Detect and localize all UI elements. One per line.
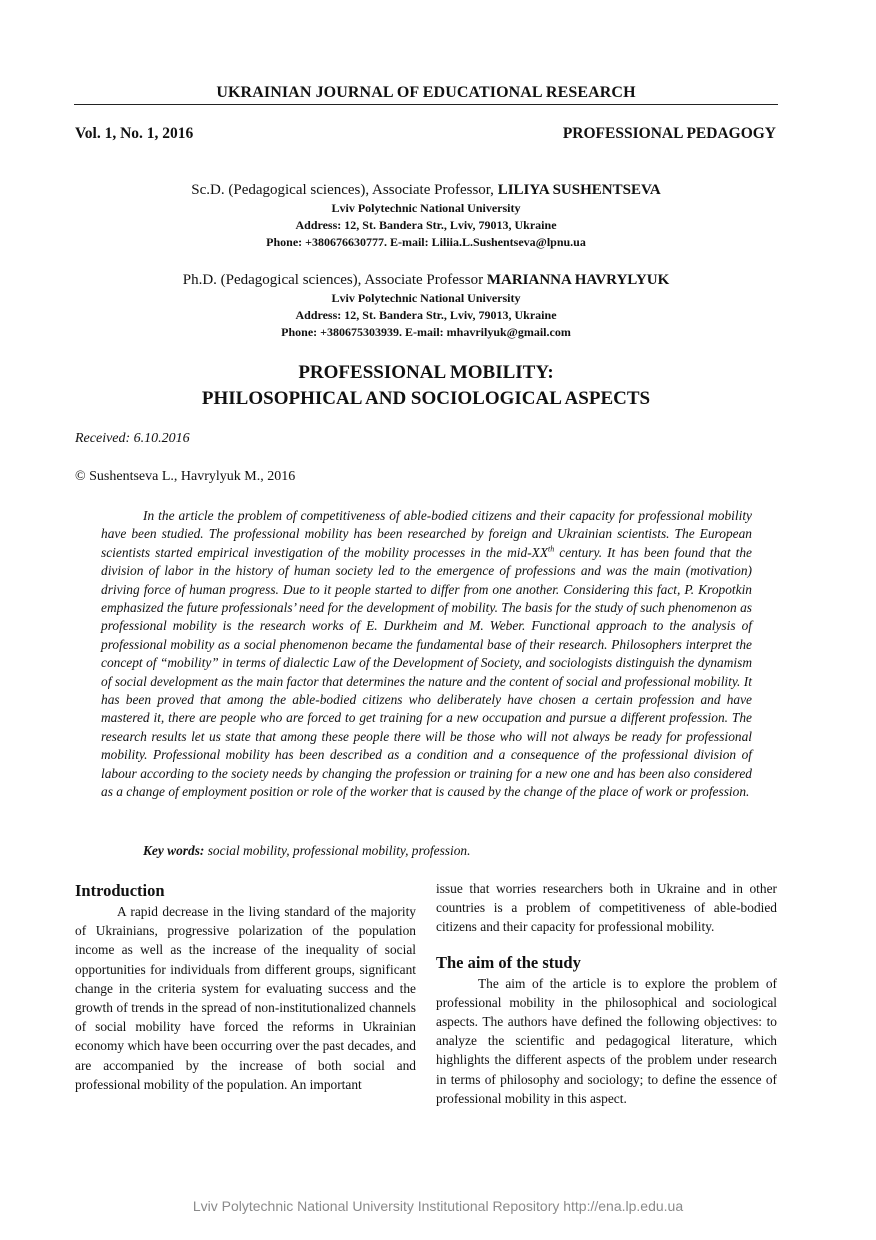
author-university: Lviv Polytechnic National University <box>331 201 521 215</box>
right-column <box>436 879 777 1108</box>
author-address: Address: 12, St. Bandera Str., Lviv, 79013, Ukraine <box>295 218 557 232</box>
abstract-text-part2: century. It has been found that the division of labor in the history of human society led to the emergence of professions and was the main (motivation) driving force of human progress. Due to it people started to differ from one another. Considering this fact, P. Kropotkin emphasized the future professionals’ need for the development of mobility. The basis for the study of such phenomenon as professional mobility is the research works of E. Durkheim and M. Weber. Functional approach to the analysis of professional mobility as a social phenomenon became the fundamental base of their research. Philosophers interpret the concept of “mobility” in terms of dialectic Law of the Development of Society, and sociologists distinguish the dynamism of social development as the main factor that determines the nature and the content of social and professional mobility. It has been proved that among the able-bodied citizens who deliberately have chosen a certain profession and have mastered it, there are people who are forced to get training for a new occupation and pursue a different profession. The research results let us state that among these people there will be those who will not always be ready for professional mobility. Professional mobility has been described as a condition and a consequence of the professional division of labour according to the society needs by changing the profession or training for a new one and has been also considered as a change of employment position or role of the worker that is caused by the change of the place of work or profession. <box>101 544 752 800</box>
journal-title: UKRAINIAN JOURNAL OF EDUCATIONAL RESEARCH <box>216 84 636 101</box>
keywords-label: Key words: <box>143 843 205 858</box>
aim-heading: The aim of the study <box>436 952 581 972</box>
header-rule <box>74 104 778 105</box>
author-block-1 <box>74 180 778 251</box>
volume-info: Vol. 1, No. 1, 2016 <box>75 125 194 142</box>
abstract-text-part1: In the article the problem of competitiveness of able-bodied citizens and their capacity for professional mobility have been studied. The professional mobility has been researched by foreign and Ukrainian scientists. The European scientists started empirical investigation of the mobility processes in the mid-XX <box>101 508 752 560</box>
abstract-superscript: th <box>548 544 555 554</box>
abstract <box>101 507 752 802</box>
intro-paragraph: A rapid decrease in the living standard of the majority of Ukrainians, progressive polarization of the population income as well as the increase of the inequality of social opportunities for individuals from different groups, significant change in the criteria system for evaluating success and the growth of trends in the spread of non-institutionalized channels of social mobility have forced the reforms in Ukrainian economy which have been occurring over the past decades, and are accompanied by the increase of both social and professional mobility of the population. An important <box>75 904 416 1092</box>
repository-footer: Lviv Polytechnic National University Institutional Repository http://ena.lp.edu.ua <box>192 1198 684 1214</box>
author-name: LILIYA SUSHENTSEVA <box>497 182 661 198</box>
article-title-line-2: PHILOSOPHICAL AND SOCIOLOGICAL ASPECTS <box>201 388 651 409</box>
intro-paragraph-continued: issue that worries researchers both in Ukraine and in other countries is a problem of competitiveness of able-bodied citizens and their capacity for professional mobility. <box>436 881 777 935</box>
author-contact: Phone: +380676630777. E-mail: Liliia.L.Sushentseva@lpnu.ua <box>266 235 586 249</box>
author-name: MARIANNA HAVRYLYUK <box>486 272 670 288</box>
received-date: Received: 6.10.2016 <box>75 431 190 446</box>
intro-heading: Introduction <box>75 881 165 900</box>
keywords-text: social mobility, professional mobility, profession. <box>204 843 471 858</box>
copyright-line: © Sushentseva L., Havrylyuk M., 2016 <box>75 469 296 484</box>
article-title <box>74 360 778 412</box>
section-name: PROFESSIONAL PEDAGOGY <box>562 125 776 142</box>
author-contact: Phone: +380675303939. E-mail: mhavrilyuk@gmail.com <box>281 325 571 339</box>
aim-paragraph: The aim of the article is to explore the problem of professional mobility in the philosophical and sociological aspects. The authors have defined the following objectives: to analyze the scientific and pedagogical literature, which highlights the different aspects of the problem under research in terms of philosophy and sociology; to define the essence of professional mobility in this aspect. <box>436 975 777 1106</box>
author-university: Lviv Polytechnic National University <box>331 291 521 305</box>
author-degree: Ph.D. (Pedagogical sciences), Associate Professor <box>182 272 484 288</box>
author-degree: Sc.D. (Pedagogical sciences), Associate Professor, <box>191 182 494 198</box>
article-title-line-1: PROFESSIONAL MOBILITY: <box>298 362 554 383</box>
author-address: Address: 12, St. Bandera Str., Lviv, 79013, Ukraine <box>295 308 557 322</box>
keywords <box>101 842 752 860</box>
author-block-2 <box>74 270 778 341</box>
left-column <box>75 880 416 1094</box>
